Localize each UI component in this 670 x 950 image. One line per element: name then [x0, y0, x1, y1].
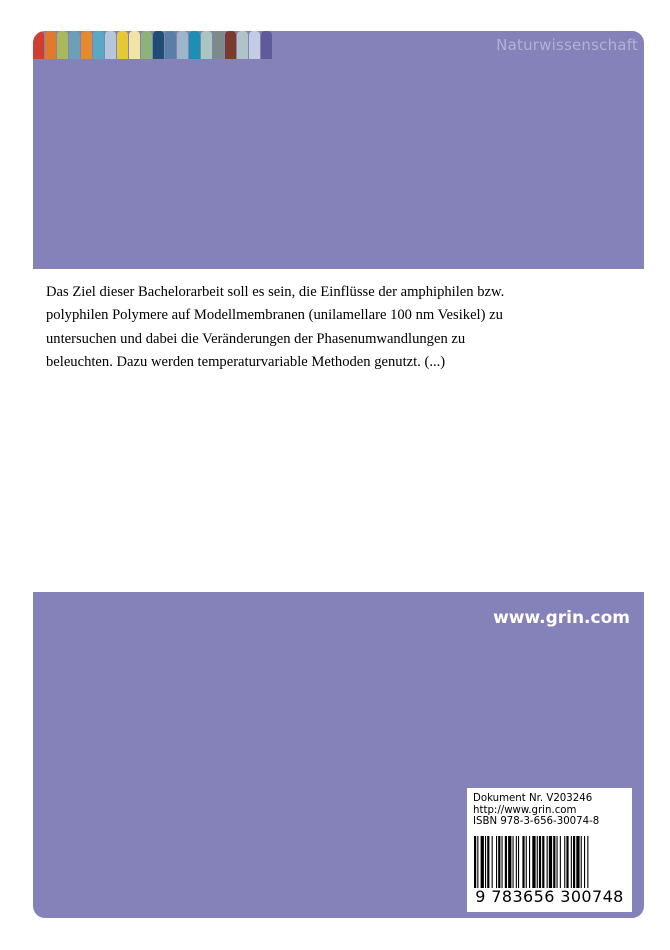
barcode-bar: [498, 836, 500, 888]
isbn-number: ISBN 978-3-656-30074-8: [473, 816, 600, 828]
barcode-bar: [537, 836, 538, 888]
barcode-bar: [587, 836, 588, 888]
color-stripe: [249, 31, 260, 59]
barcode-bar: [539, 836, 541, 888]
barcode-bar: [492, 836, 493, 888]
publication-info-box: [467, 788, 632, 912]
color-stripe: [177, 31, 188, 59]
barcode-bar: [542, 836, 544, 888]
color-stripe: [165, 31, 176, 59]
barcode-bar: [573, 836, 575, 888]
color-stripe: [117, 31, 128, 59]
color-stripes: [33, 31, 273, 59]
website-label: www.grin.com: [493, 608, 630, 628]
barcode-bar: [529, 836, 530, 888]
description-text: [46, 281, 606, 374]
barcode-bar: [516, 836, 517, 888]
color-stripe: [189, 31, 200, 59]
barcode-bar: [566, 836, 568, 888]
barcode-bar: [505, 836, 507, 888]
description-line: beleuchten. Dazu werden temperaturvariable Methoden genutzt. (...): [46, 353, 446, 370]
barcode: [474, 836, 626, 888]
barcode-bar: [485, 836, 486, 888]
barcode-bar: [526, 836, 527, 888]
barcode-bar: [474, 836, 476, 888]
document-number: Dokument Nr. V203246: [473, 793, 593, 804]
description-line: polyphilen Polymere auf Modellmembranen (unilamellare 100 nm Vesikel) zu: [46, 307, 503, 324]
description-line: untersuchen und dabei die Veränderungen der Phasenumwandlungen zu: [46, 330, 466, 347]
barcode-bar: [560, 836, 561, 888]
barcode-bar: [557, 836, 558, 888]
barcode-bar: [553, 836, 555, 888]
barcode-digits: 9 783656 300748: [475, 887, 624, 906]
barcode-bar: [522, 836, 524, 888]
description-line: Das Ziel dieser Bachelorarbeit soll es sein, die Einflüsse der amphiphilen bzw.: [46, 284, 505, 300]
barcode-bar: [513, 836, 514, 888]
color-stripe: [33, 31, 44, 59]
barcode-bar: [576, 836, 579, 888]
book-back-cover: [33, 31, 644, 918]
barcode-bar: [581, 836, 582, 888]
barcode-bar: [508, 836, 511, 888]
color-stripe: [69, 31, 80, 59]
barcode-bar: [477, 836, 478, 888]
color-stripe: [261, 31, 272, 59]
barcode-bar: [518, 836, 519, 888]
barcode-bar: [481, 836, 484, 888]
barcode-bar: [564, 836, 565, 888]
color-stripe: [153, 31, 164, 59]
barcode-bar: [502, 836, 503, 888]
barcode-bar: [487, 836, 489, 888]
barcode-bar: [571, 836, 572, 888]
color-stripe: [141, 31, 152, 59]
barcode-bar: [549, 836, 552, 888]
color-stripe: [213, 31, 224, 59]
category-label: Naturwissenschaft: [496, 36, 638, 54]
color-stripe: [105, 31, 116, 59]
color-stripe: [93, 31, 104, 59]
top-color-panel: [33, 31, 644, 269]
color-stripe: [45, 31, 56, 59]
barcode-bar: [496, 836, 497, 888]
color-stripe: [201, 31, 212, 59]
color-stripe: [225, 31, 236, 59]
bottom-color-panel: [33, 592, 644, 918]
barcode-bar: [584, 836, 585, 888]
barcode-bar: [532, 836, 535, 888]
color-stripe: [81, 31, 92, 59]
color-stripe: [129, 31, 140, 59]
publisher-url: http://www.grin.com: [473, 804, 577, 816]
color-stripe: [57, 31, 68, 59]
barcode-bar: [547, 836, 548, 888]
color-stripe: [237, 31, 248, 59]
